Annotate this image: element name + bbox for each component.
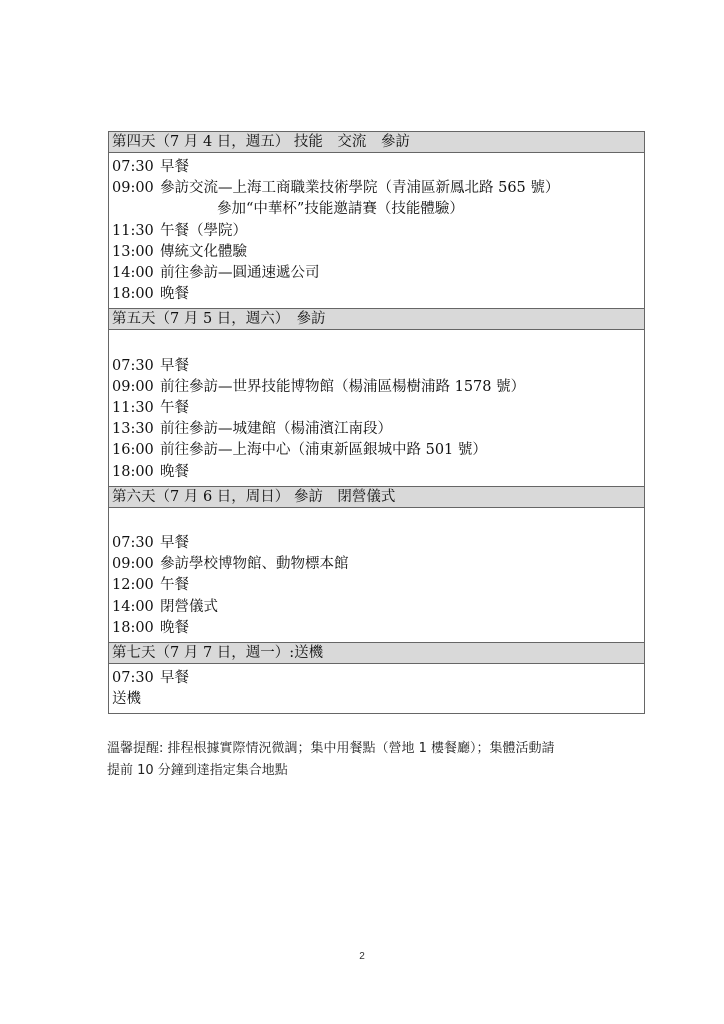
item-text: 早餐 bbox=[160, 670, 189, 687]
day-body bbox=[109, 153, 644, 309]
item-time: 12:00 bbox=[112, 577, 154, 594]
item-time: 07:30 bbox=[112, 670, 154, 687]
item-text: 前往參訪—圓通速遞公司 bbox=[160, 265, 320, 282]
schedule-item bbox=[112, 284, 641, 305]
item-time: 09:00 bbox=[112, 180, 154, 197]
schedule-item bbox=[112, 440, 641, 461]
day-section-7 bbox=[109, 643, 644, 713]
item-text: 晚餐 bbox=[160, 463, 189, 480]
schedule-item bbox=[112, 398, 641, 419]
item-text: 傳統文化體驗 bbox=[160, 243, 247, 260]
item-text: 午餐 bbox=[160, 577, 189, 594]
item-text: 送機 bbox=[112, 691, 141, 708]
item-text: 參訪學校博物館、動物標本館 bbox=[160, 556, 349, 573]
day-header: 第六天（7 月 6 日，周日） 參訪 閉營儀式 bbox=[109, 487, 644, 508]
item-time: 18:00 bbox=[112, 619, 154, 636]
schedule-item bbox=[112, 668, 641, 689]
item-text: 前往參訪—城建館（楊浦濱江南段） bbox=[160, 421, 392, 438]
item-time: 16:00 bbox=[112, 442, 154, 459]
item-text: 午餐（學院） bbox=[160, 222, 247, 239]
item-time: 11:30 bbox=[112, 222, 154, 239]
item-time: 07:30 bbox=[112, 357, 154, 374]
day-header: 第四天（7 月 4 日，週五） 技能 交流 參訪 bbox=[109, 132, 644, 153]
item-time: 13:30 bbox=[112, 421, 154, 438]
schedule-table bbox=[108, 131, 645, 714]
reminder-line: 溫馨提醒: 排程根據實際情況微調；集中用餐點（營地 1 樓餐廳）；集體活動請 bbox=[107, 741, 555, 756]
item-time: 11:30 bbox=[112, 400, 154, 417]
item-text: 早餐 bbox=[160, 159, 189, 175]
day-section-4 bbox=[109, 132, 644, 309]
day-body bbox=[109, 330, 644, 486]
schedule-item bbox=[112, 597, 641, 618]
item-text: 前往參訪—上海中心（浦東新區銀城中路 501 號） bbox=[160, 442, 487, 459]
item-time: 18:00 bbox=[112, 463, 154, 480]
day-header: 第五天（7 月 5 日，週六） 參訪 bbox=[109, 309, 644, 330]
day-section-6 bbox=[109, 487, 644, 643]
day-body bbox=[109, 508, 644, 643]
schedule-item bbox=[112, 533, 641, 554]
item-text: 前往參訪—世界技能博物館（楊浦區楊樹浦路 1578 號） bbox=[160, 378, 526, 395]
item-time: 07:30 bbox=[112, 535, 154, 552]
schedule-item bbox=[112, 554, 641, 575]
day-section-5 bbox=[109, 309, 644, 486]
schedule-item bbox=[112, 356, 641, 377]
schedule-item bbox=[112, 462, 641, 483]
reminder-line: 提前 10 分鐘到達指定集合地點 bbox=[107, 763, 288, 778]
item-text: 參加“中華杯”技能邀請賽（技能體驗） bbox=[217, 201, 464, 218]
schedule-item bbox=[112, 377, 641, 398]
item-text: 晚餐 bbox=[160, 619, 189, 636]
item-time: 18:00 bbox=[112, 286, 154, 303]
day-body bbox=[109, 664, 644, 713]
blank-line bbox=[112, 512, 641, 533]
page-number: 2 bbox=[359, 951, 365, 962]
item-text: 早餐 bbox=[160, 535, 189, 552]
item-time: 09:00 bbox=[112, 378, 154, 395]
reminder-note bbox=[107, 738, 637, 782]
schedule-item bbox=[112, 221, 641, 242]
blank-line bbox=[112, 334, 641, 355]
item-time: 07:30 bbox=[112, 159, 154, 175]
item-time: 13:00 bbox=[112, 243, 154, 260]
schedule-item bbox=[112, 178, 641, 199]
schedule-item bbox=[112, 242, 641, 263]
schedule-item bbox=[112, 689, 641, 710]
item-time: 14:00 bbox=[112, 265, 154, 282]
schedule-item bbox=[112, 157, 641, 178]
item-text: 早餐 bbox=[160, 357, 189, 374]
day-header: 第七天（7 月 7 日，週一）:送機 bbox=[109, 643, 644, 664]
item-time: 09:00 bbox=[112, 556, 154, 573]
item-text: 午餐 bbox=[160, 400, 189, 417]
item-text: 閉營儀式 bbox=[160, 598, 218, 615]
item-text: 參訪交流—上海工商職業技術學院（青浦區新鳳北路 565 號） bbox=[160, 180, 560, 197]
item-time: 14:00 bbox=[112, 598, 154, 615]
schedule-item bbox=[112, 618, 641, 639]
schedule-item bbox=[112, 199, 641, 220]
schedule-item bbox=[112, 575, 641, 596]
item-text: 晚餐 bbox=[160, 286, 189, 303]
schedule-item bbox=[112, 419, 641, 440]
schedule-item bbox=[112, 263, 641, 284]
